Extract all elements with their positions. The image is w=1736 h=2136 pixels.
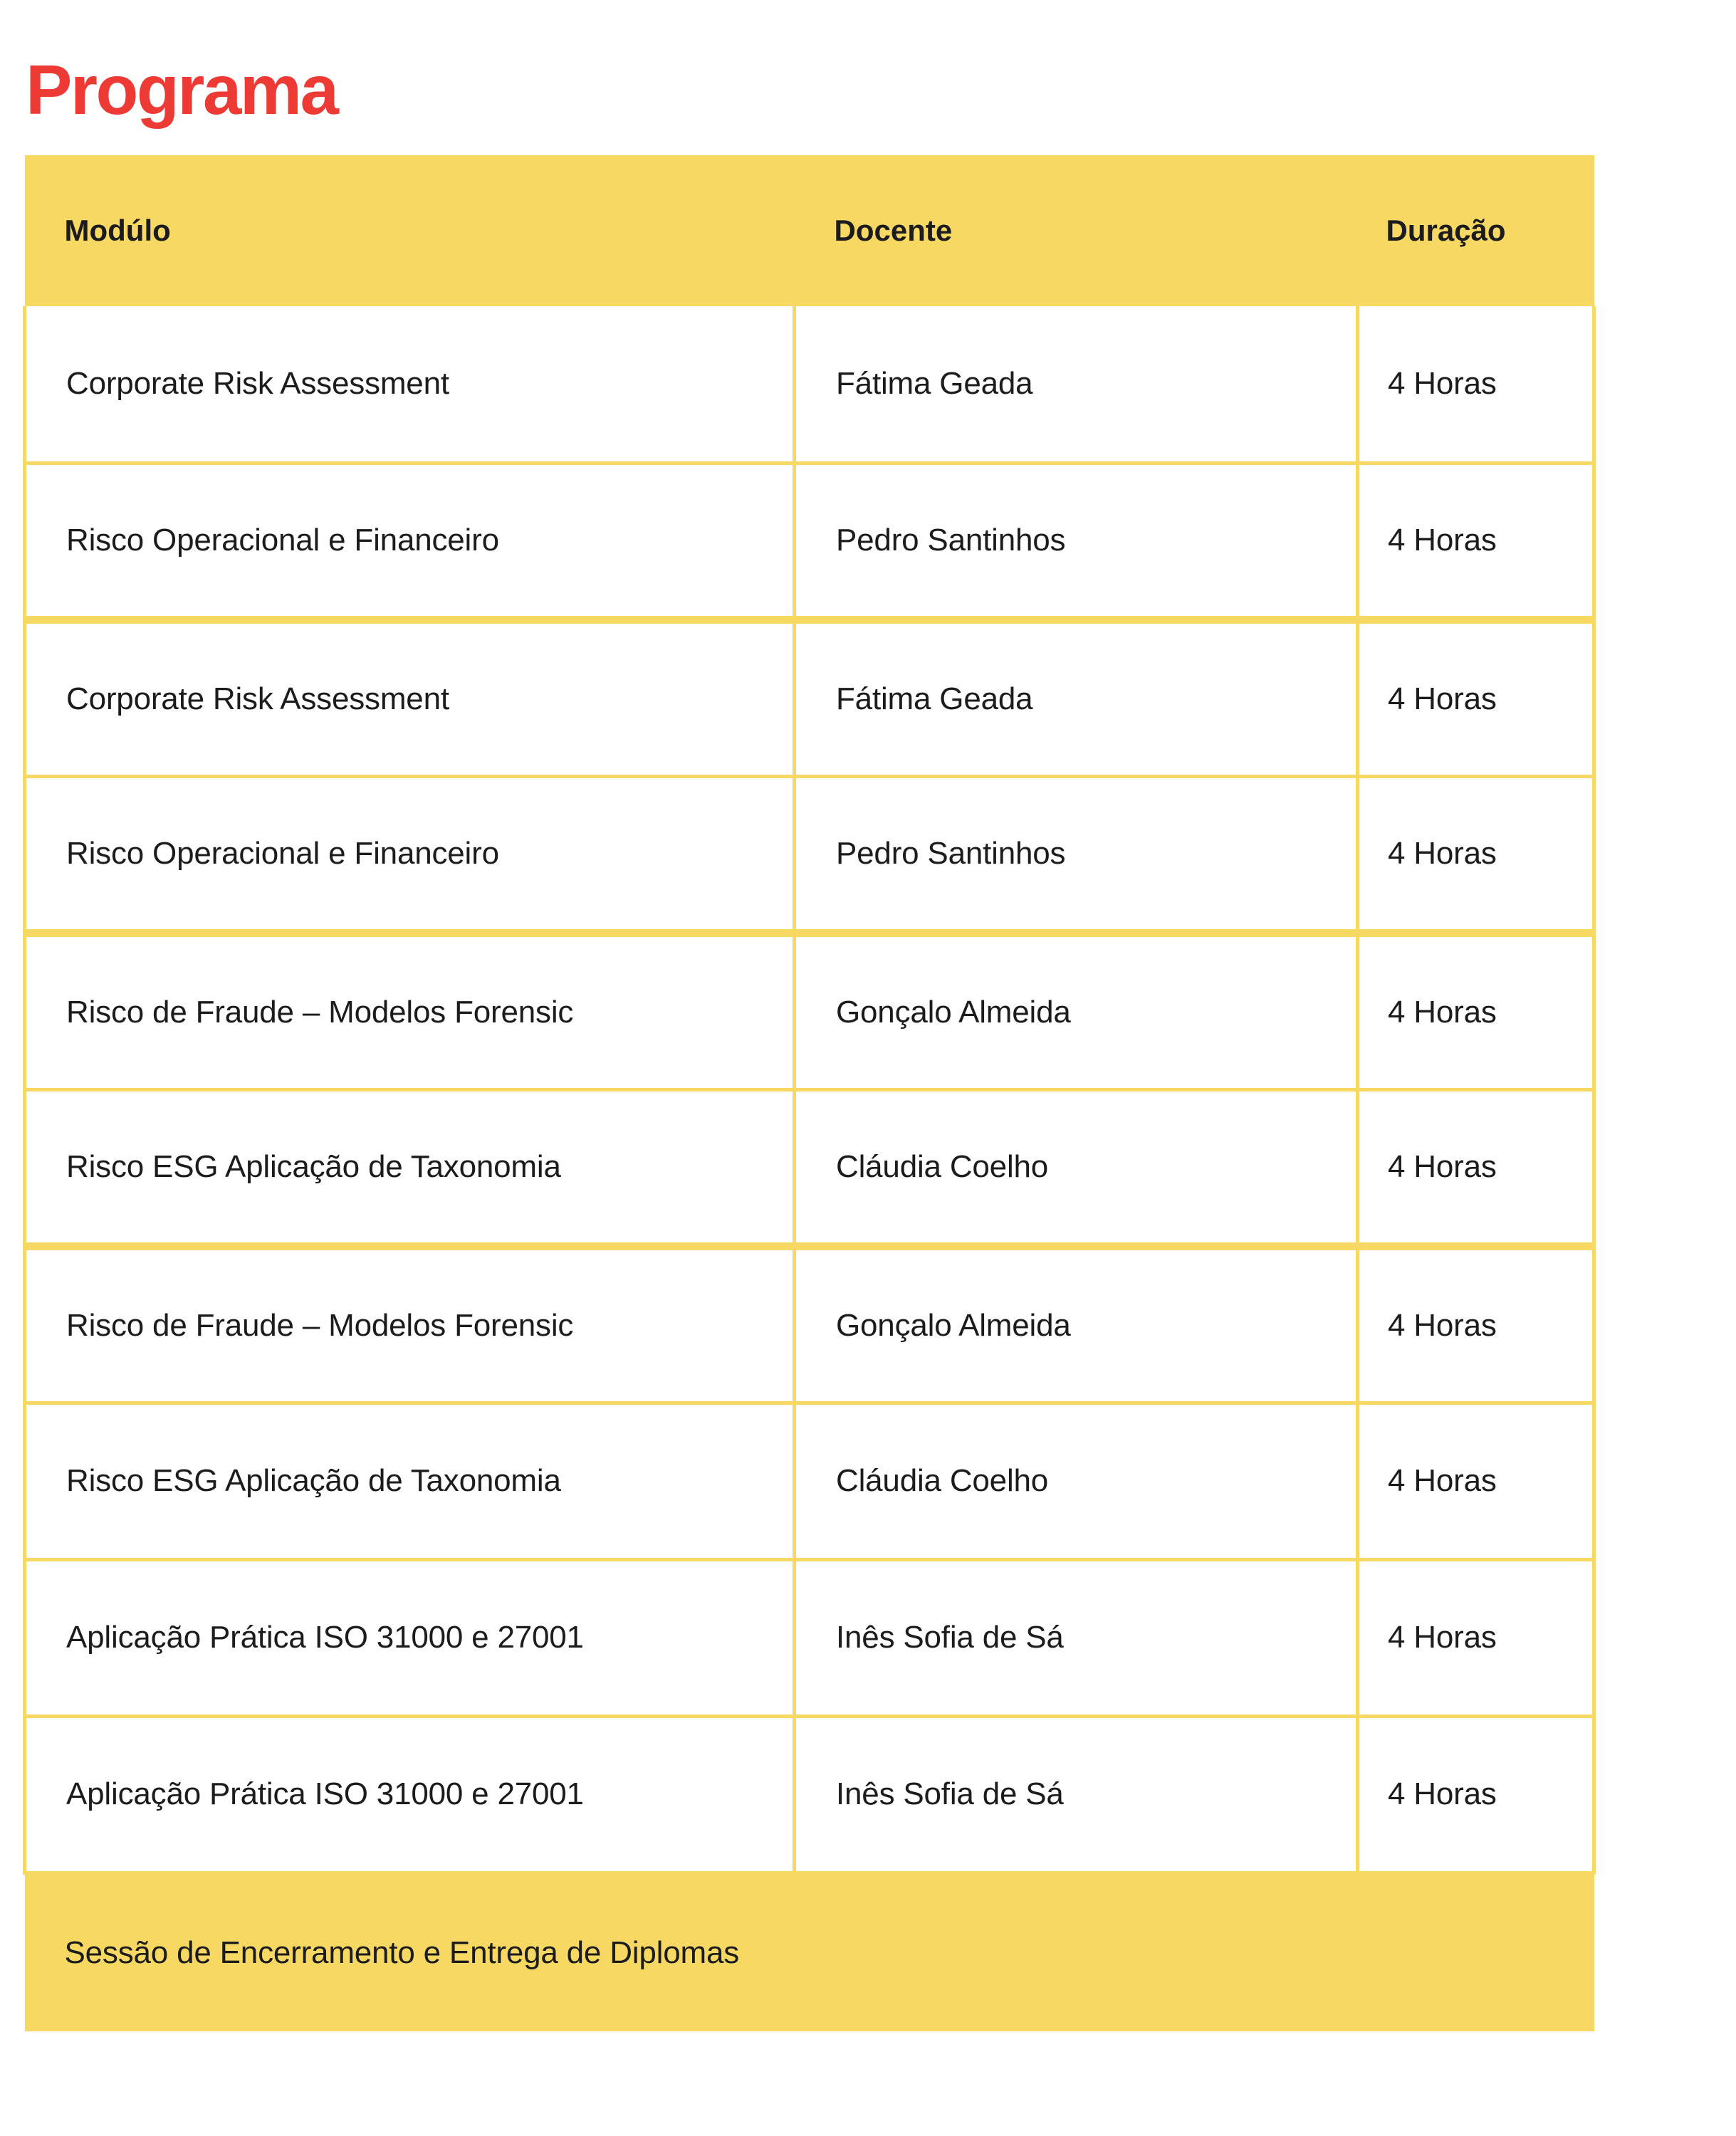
cell-docente: Cláudia Coelho (795, 1089, 1358, 1246)
cell-modulo: Corporate Risk Assessment (25, 619, 795, 776)
cell-docente: Inês Sofia de Sá (795, 1716, 1358, 1873)
table-row (25, 463, 1594, 619)
cell-modulo: Aplicação Prática ISO 31000 e 27001 (25, 1716, 795, 1873)
table-body (25, 306, 1594, 1873)
table-row (25, 1716, 1594, 1873)
cell-duracao: 4 Horas (1358, 776, 1594, 933)
cell-modulo: Risco ESG Aplicação de Taxonomia (25, 1403, 795, 1559)
cell-duracao: 4 Horas (1358, 1089, 1594, 1246)
cell-docente: Fátima Geada (795, 306, 1358, 463)
cell-docente: Pedro Santinhos (795, 776, 1358, 933)
cell-duracao: 4 Horas (1358, 1246, 1594, 1403)
table-row (25, 1403, 1594, 1559)
program-table (23, 155, 1596, 2031)
cell-duracao: 4 Horas (1358, 306, 1594, 463)
cell-modulo: Risco ESG Aplicação de Taxonomia (25, 1089, 795, 1246)
cell-docente: Inês Sofia de Sá (795, 1559, 1358, 1716)
table-row (25, 306, 1594, 463)
table-footer (25, 1873, 1594, 2031)
table-row (25, 1089, 1594, 1246)
column-header-duracao: Duração (1358, 155, 1594, 306)
table-header-row (25, 155, 1594, 306)
cell-duracao: 4 Horas (1358, 933, 1594, 1089)
column-header-docente: Docente (795, 155, 1358, 306)
cell-docente: Gonçalo Almeida (795, 933, 1358, 1089)
cell-duracao: 4 Horas (1358, 1403, 1594, 1559)
table-row (25, 619, 1594, 776)
cell-modulo: Risco de Fraude – Modelos Forensic (25, 1246, 795, 1403)
cell-modulo: Risco Operacional e Financeiro (25, 776, 795, 933)
cell-modulo: Risco Operacional e Financeiro (25, 463, 795, 619)
column-header-modulo: Modúlo (25, 155, 795, 306)
cell-docente: Gonçalo Almeida (795, 1246, 1358, 1403)
table-header (25, 155, 1594, 306)
cell-duracao: 4 Horas (1358, 1716, 1594, 1873)
cell-duracao: 4 Horas (1358, 1559, 1594, 1716)
cell-duracao: 4 Horas (1358, 463, 1594, 619)
cell-modulo: Risco de Fraude – Modelos Forensic (25, 933, 795, 1089)
cell-modulo: Aplicação Prática ISO 31000 e 27001 (25, 1559, 795, 1716)
cell-docente: Cláudia Coelho (795, 1403, 1358, 1559)
cell-duracao: 4 Horas (1358, 619, 1594, 776)
table-row (25, 1246, 1594, 1403)
cell-modulo: Corporate Risk Assessment (25, 306, 795, 463)
cell-docente: Pedro Santinhos (795, 463, 1358, 619)
closing-session-label: Sessão de Encerramento e Entrega de Diplomas (25, 1873, 1594, 2031)
table-row (25, 1559, 1594, 1716)
cell-docente: Fátima Geada (795, 619, 1358, 776)
table-row (25, 933, 1594, 1089)
table-row (25, 776, 1594, 933)
table-footer-row (25, 1873, 1594, 2031)
page-title: Programa (26, 50, 338, 129)
